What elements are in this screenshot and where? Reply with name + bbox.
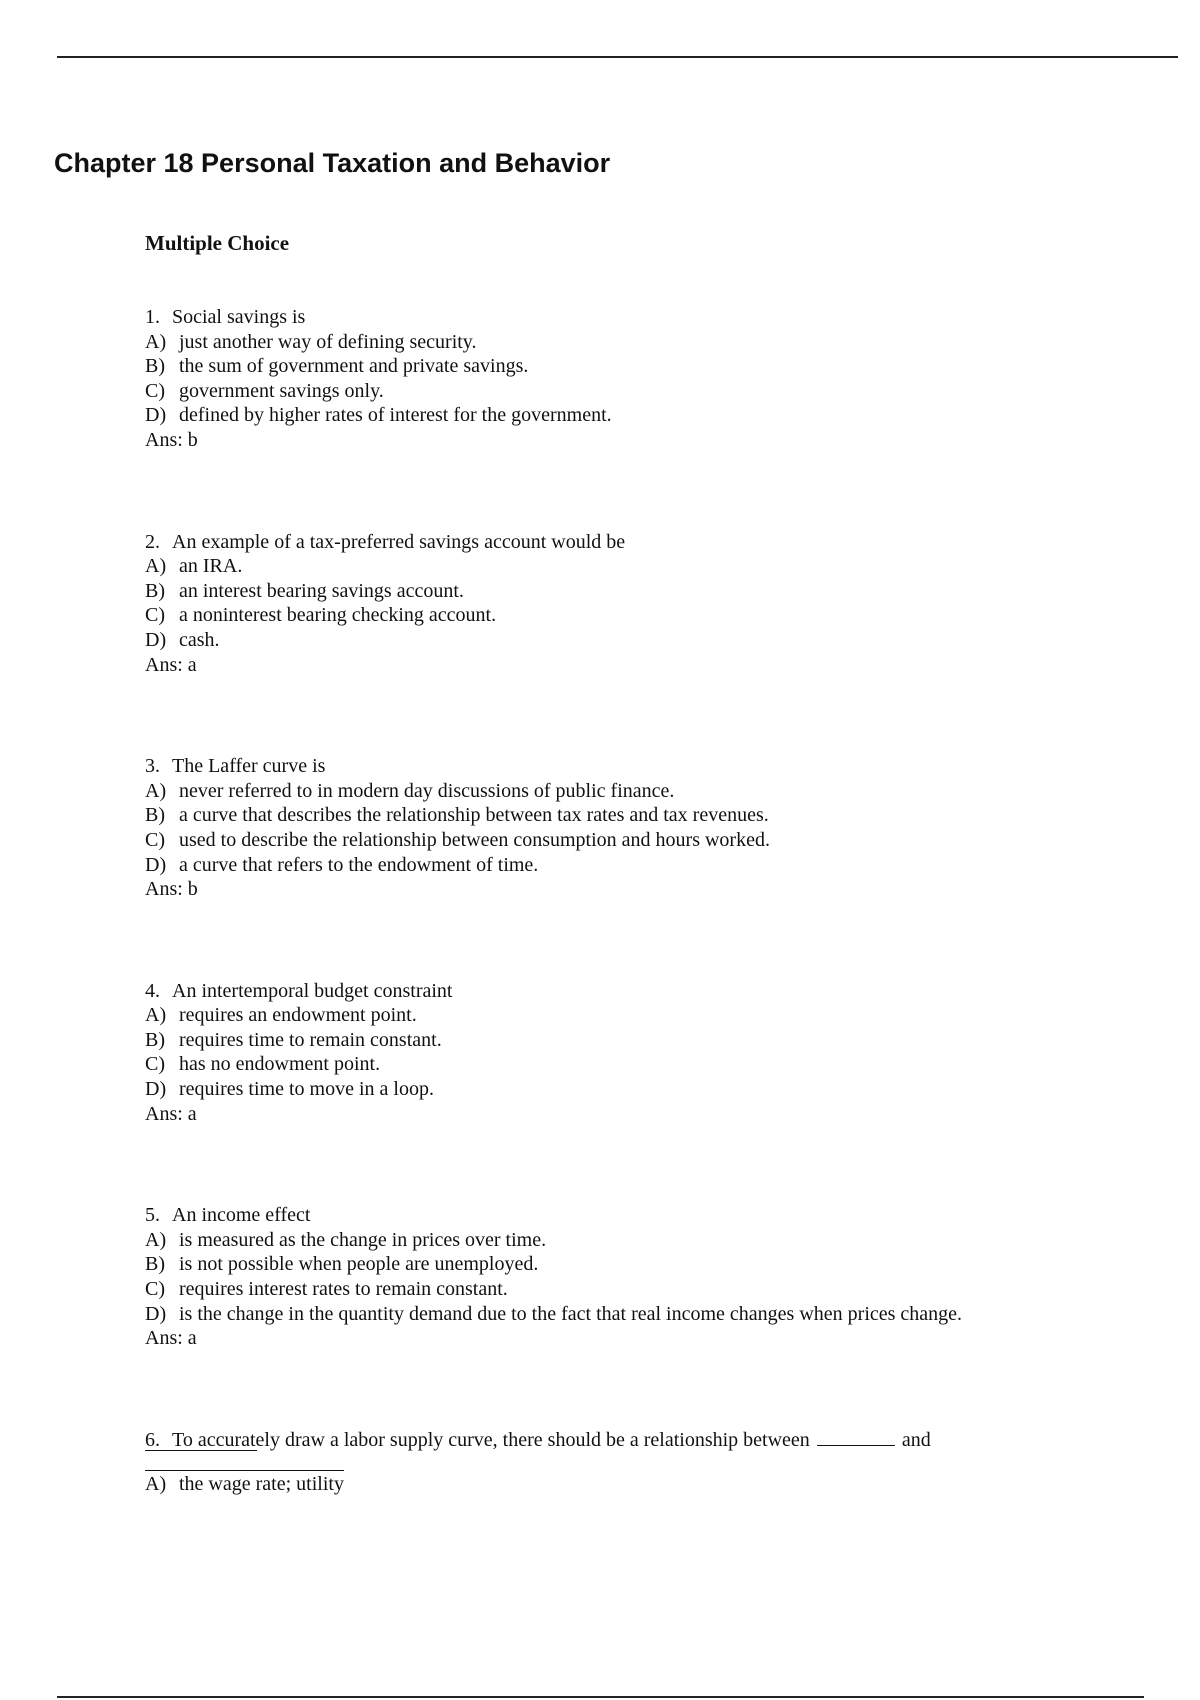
question-stem [145,754,1065,779]
option-text: defined by higher rates of interest for the government. [179,404,612,427]
question-stem [145,530,1065,555]
option-d [145,403,1065,428]
option-b [145,1252,1065,1277]
question-2 [145,530,1065,678]
option-letter: C) [145,379,165,402]
question-4 [145,979,1065,1127]
option-text: just another way of defining security. [179,330,477,353]
option-letter: B) [145,1028,165,1051]
option-a [145,330,1065,355]
option-b [145,803,1065,828]
option-text: the sum of government and private savings. [179,355,529,378]
option-c [145,379,1065,404]
answer-key: Ans: a [145,1327,197,1350]
question-stem [145,305,1065,330]
option-text: never referred to in modern day discussions of public finance. [179,779,675,802]
option-letter: D) [145,628,167,651]
option-letter: A) [145,1228,167,1251]
option-c [145,828,1065,853]
option-text: requires time to remain constant. [179,1028,442,1051]
option-text: an interest bearing savings account. [179,579,464,602]
question-list [145,305,1065,1574]
question-text: An intertemporal budget constraint [172,979,453,1002]
option-letter: D) [145,1078,167,1101]
question-text: An income effect [172,1204,311,1227]
option-letter: B) [145,804,165,827]
option-text: government savings only. [179,379,384,402]
option-letter: A) [145,779,167,802]
question-3 [145,754,1065,902]
option-d [145,853,1065,878]
option-d [145,1302,1065,1327]
option-wrapper [145,1470,344,1497]
option-letter: C) [145,604,165,627]
option-text: cash. [179,628,220,651]
option-letter: A) [145,330,167,353]
option-letter: C) [145,1278,165,1301]
option-text: a curve that describes the relationship between tax rates and tax revenues. [179,804,769,827]
option-letter: B) [145,1253,165,1276]
option-a [145,554,1065,579]
option-letter: A) [145,555,167,578]
option-c [145,1052,1065,1077]
question-text: An example of a tax-preferred savings account would be [172,530,626,553]
chapter-title: Chapter 18 Personal Taxation and Behavior [54,148,611,178]
option-c [145,603,1065,628]
answer-key: Ans: a [145,1102,197,1125]
option-letter: B) [145,355,165,378]
question-text: Social savings is [172,306,306,328]
option-d [145,628,1065,653]
question-5 [145,1203,1065,1351]
question-number: 1. [145,306,160,328]
option-text: an IRA. [179,555,243,578]
option-text: used to describe the relationship between consumption and hours worked. [179,828,770,851]
option-text: the wage rate; utility [179,1473,344,1496]
option-a [145,1228,1065,1253]
option-letter: A) [145,1004,167,1027]
option-a [145,1470,1065,1497]
option-text: is not possible when people are unemployed. [179,1253,539,1276]
option-text: is the change in the quantity demand due to the fact that real income changes when prices change. [179,1302,963,1325]
question-text-continued: and [901,1428,931,1451]
option-text: is measured as the change in prices over time. [179,1228,547,1251]
option-text: requires interest rates to remain constant. [179,1278,508,1301]
option-c [145,1277,1065,1302]
answer-key: Ans: a [145,653,197,676]
top-rule [57,56,1178,58]
question-number: 3. [145,755,160,778]
option-letter: D) [145,853,167,876]
answer-key: Ans: b [145,428,198,451]
section-heading: Multiple Choice [145,231,290,255]
option-b [145,354,1065,379]
option-letter: C) [145,1053,165,1076]
option-text: requires an endowment point. [179,1004,417,1027]
question-stem [145,1428,1065,1453]
option-b [145,579,1065,604]
question-text: To accurately draw a labor supply curve, there should be a relationship between [172,1428,810,1451]
option-letter: C) [145,828,165,851]
option-letter: D) [145,1302,167,1325]
question-1 [145,305,1065,453]
question-stem [145,979,1065,1004]
option-d [145,1077,1065,1102]
question-number: 2. [145,530,160,553]
option-text: has no endowment point. [179,1053,381,1076]
question-number: 4. [145,979,160,1002]
fill-in-blank-line [145,1452,1065,1470]
option-letter: A) [145,1473,167,1496]
question-stem [145,1203,1065,1228]
option-a [145,779,1065,804]
option-text: a curve that refers to the endowment of time. [179,853,539,876]
option-text: requires time to move in a loop. [179,1078,434,1101]
question-text: The Laffer curve is [172,755,326,778]
option-text: a noninterest bearing checking account. [179,604,497,627]
question-number: 6. [145,1428,160,1451]
option-a [145,1003,1065,1028]
question-number: 5. [145,1204,160,1227]
option-b [145,1028,1065,1053]
option-letter: D) [145,404,167,427]
question-6 [145,1428,1065,1497]
fill-in-blank [817,1431,895,1446]
answer-key: Ans: b [145,878,198,901]
fill-in-blank [145,1450,257,1451]
bottom-rule [57,1696,1144,1698]
option-letter: B) [145,579,165,602]
